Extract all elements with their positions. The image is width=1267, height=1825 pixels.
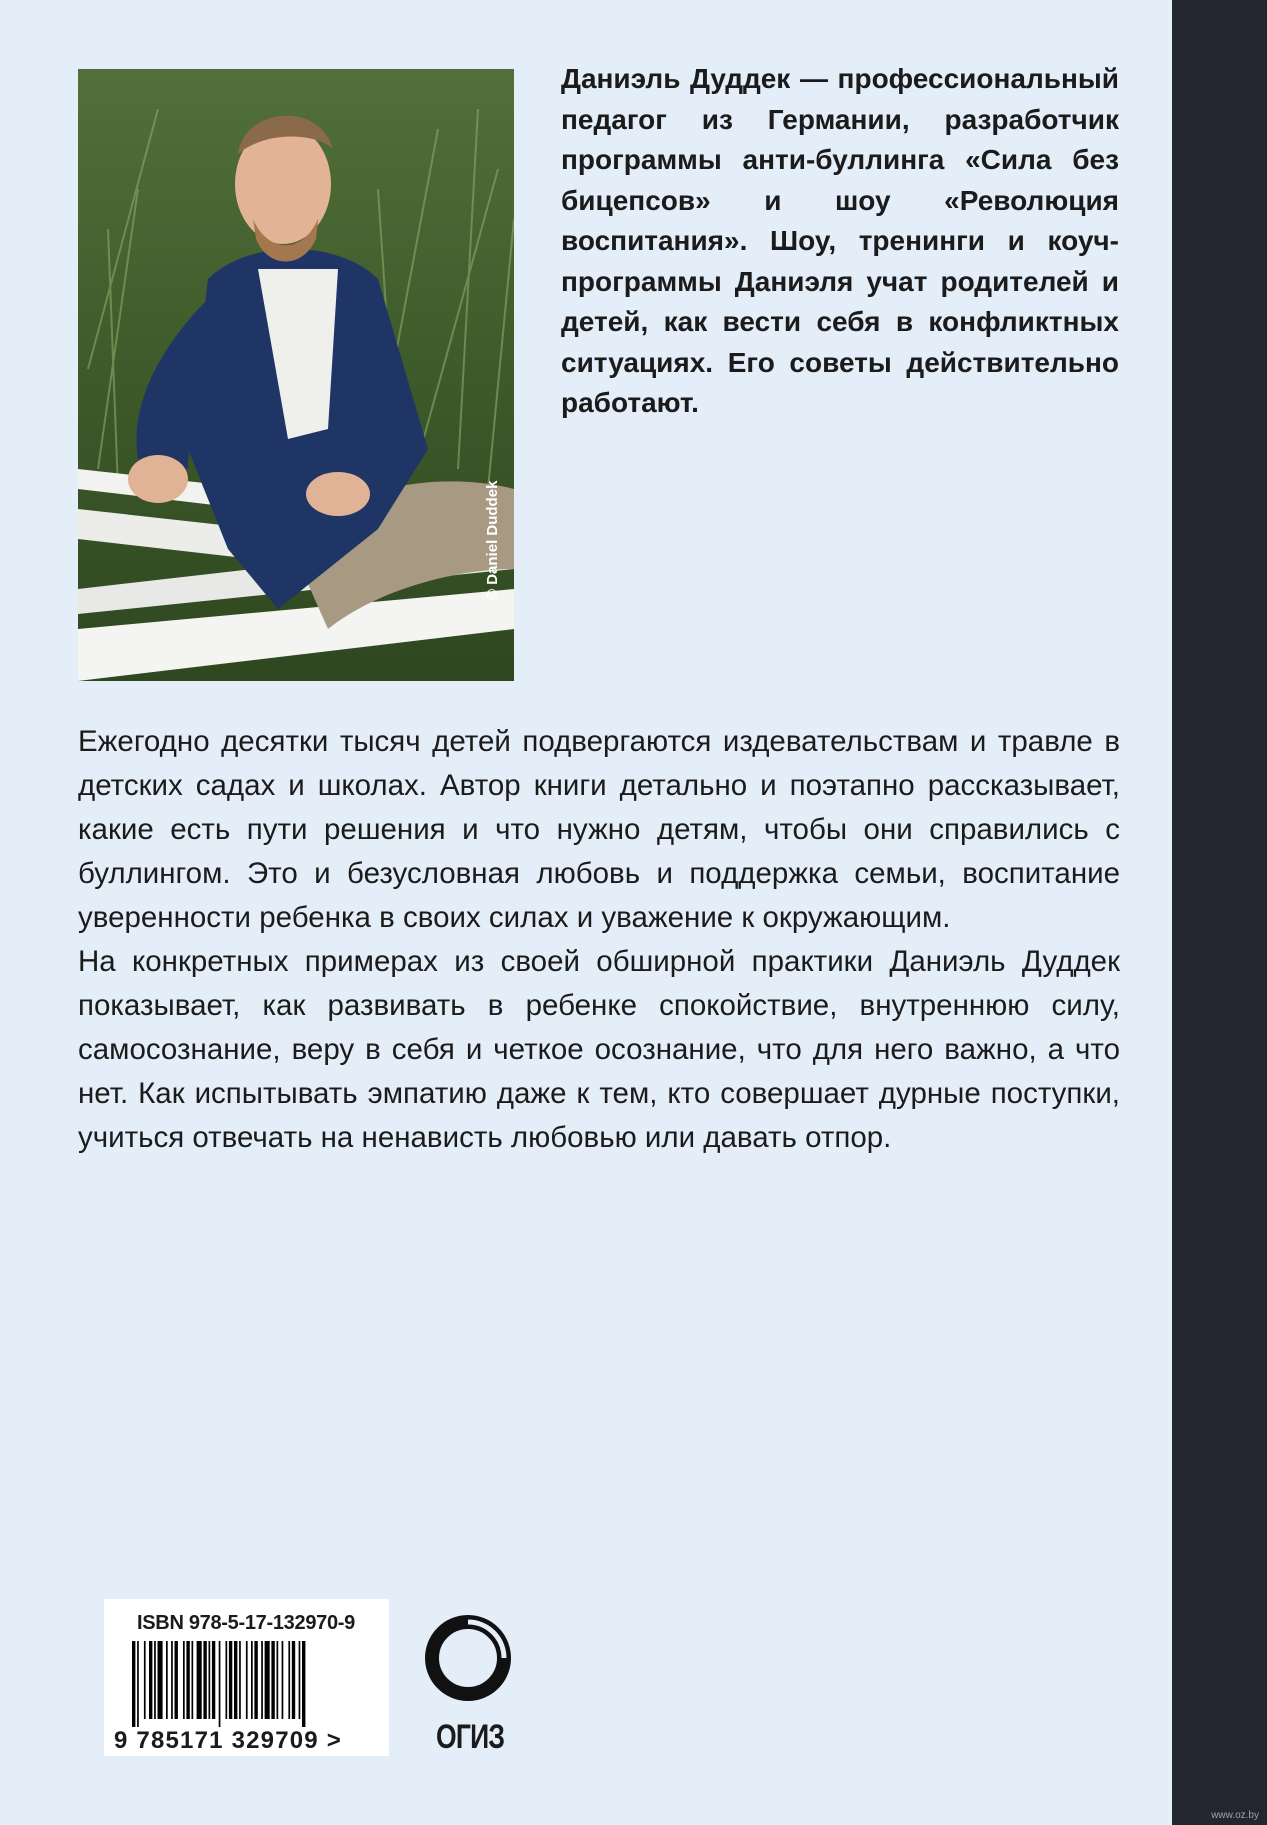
barcode-bar	[261, 1641, 263, 1719]
barcode-bar	[137, 1641, 139, 1727]
barcode-bar	[277, 1641, 279, 1719]
book-spine	[1172, 0, 1267, 1825]
barcode-bar	[254, 1641, 257, 1719]
barcode-bar	[209, 1641, 211, 1719]
author-bio: Даниэль Дуддек — профессиональный педагог из Германии, разработчик программы анти-буллинга «Сила без бицепсов» и шоу «Революция воспитания». Шоу, тренинги и коуч-программы Даниэля учат родителей и детей, как вести себя в конфликтных ситуациях. Его советы действительно работают.	[561, 63, 1119, 418]
photo-credit: © Daniel Duddek	[484, 480, 501, 600]
barcode-bar	[192, 1641, 194, 1719]
book-description	[78, 720, 1120, 1160]
barcode-bar	[144, 1641, 146, 1719]
barcode-bar	[299, 1641, 301, 1719]
barcode-bar	[288, 1641, 290, 1719]
barcode-bar	[171, 1641, 173, 1719]
barcode-bar	[154, 1641, 156, 1719]
author-photo-illustration	[78, 69, 514, 681]
barcode-bar	[265, 1641, 270, 1719]
description-paragraph-1: Ежегодно десятки тысяч детей подвергаются издевательствам и травле в детских садах и школах. Автор книги детально и поэтапно рассказывает, какие есть пути решения и что нужно детям, чтобы они справились с буллингом. Это и безусловная любовь и поддержка семьи, воспитание уверенности ребенка в своих силах и уважение к окружающим.	[78, 725, 1120, 934]
barcode-bar	[251, 1641, 253, 1719]
publisher-name: ОГИЗ	[436, 1718, 505, 1756]
barcode-bars	[132, 1641, 362, 1727]
description-paragraph-2: На конкретных примерах из своей обширной практики Даниэль Дуддек показывает, как развивать в ребенке спокойствие, внутреннюю силу, самосознание, веру в себя и четкое осознание, что для него важно, а что нет. Как испытывать эмпатию даже к тем, кто совершает дурные поступки, учиться отвечать на ненависть любовью или давать отпор.	[78, 945, 1120, 1154]
barcode-bar	[149, 1641, 152, 1719]
isbn-label: ISBN 978-5-17-132970-9	[137, 1612, 355, 1634]
barcode-bar	[132, 1641, 135, 1727]
barcode-bar	[203, 1641, 206, 1719]
site-watermark: www.oz.by	[1211, 1810, 1259, 1821]
barcode-bar	[229, 1641, 232, 1719]
barcode-bar	[158, 1641, 163, 1719]
barcode-bar	[183, 1641, 185, 1719]
barcode-bar	[175, 1641, 178, 1719]
barcode-bar	[246, 1641, 248, 1719]
barcode-bar	[226, 1641, 228, 1719]
barcode-bar	[186, 1641, 189, 1719]
barcode-bar	[302, 1641, 305, 1727]
barcode-bar	[239, 1641, 241, 1719]
barcode-block	[104, 1599, 389, 1756]
barcode-bar	[292, 1641, 295, 1719]
author-photo	[78, 69, 514, 681]
barcode-bar	[219, 1641, 221, 1727]
publisher-logo-icon	[418, 1608, 518, 1708]
barcode-bar	[234, 1641, 237, 1719]
barcode-bar	[197, 1641, 202, 1719]
barcode-digits: 9 785171 329709 >	[114, 1727, 342, 1754]
barcode-bar	[166, 1641, 168, 1719]
barcode-bar	[282, 1641, 284, 1719]
barcode-bar	[271, 1641, 274, 1719]
barcode-bar	[212, 1641, 215, 1719]
